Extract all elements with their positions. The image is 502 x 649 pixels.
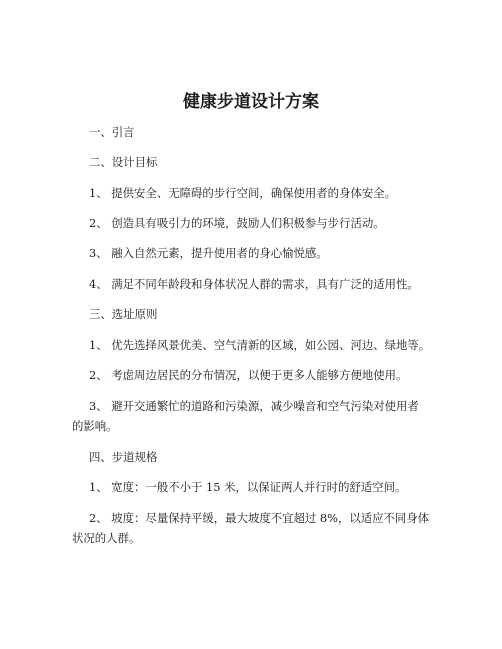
- paragraph-line: 2、 坡度：尽量保持平缓，最大坡度不宜超过 8%，以适应不同身体: [89, 511, 430, 525]
- paragraph-line: 的影响。: [72, 419, 118, 433]
- section-heading-introduction: 一、引言: [89, 125, 135, 139]
- paragraph-line: 状况的人群。: [72, 531, 141, 545]
- paragraph-line: 1、 优先选择风景优美、空气清新的区域，如公园、河边、绿地等。: [89, 338, 431, 352]
- paragraph-line: 4、 满足不同年龄段和身体状况人群的需求，具有广泛的适用性。: [89, 277, 419, 291]
- section-heading-path-specs: 四、步道规格: [89, 450, 158, 464]
- section-heading-design-goals: 二、设计目标: [89, 155, 158, 169]
- paragraph-line: 1、 宽度：一般不小于 15 米，以保证两人并行时的舒适空间。: [89, 480, 407, 494]
- paragraph-line: 3、 融入自然元素，提升使用者的身心愉悦感。: [89, 246, 328, 260]
- section-heading-site-selection: 三、选址原则: [89, 307, 158, 321]
- paragraph-line: 1、 提供安全、无障碍的步行空间，确保使用者的身体安全。: [89, 186, 397, 200]
- document-title: 健康步道设计方案: [183, 92, 319, 112]
- paragraph-line: 2、 创造具有吸引力的环境，鼓励人们积极参与步行活动。: [89, 216, 385, 230]
- paragraph-line: 2、 考虑周边居民的分布情况，以便于更多人能够方便地使用。: [89, 368, 408, 382]
- paragraph-line: 3、 避开交通繁忙的道路和污染源，减少噪音和空气污染对使用者: [89, 399, 419, 413]
